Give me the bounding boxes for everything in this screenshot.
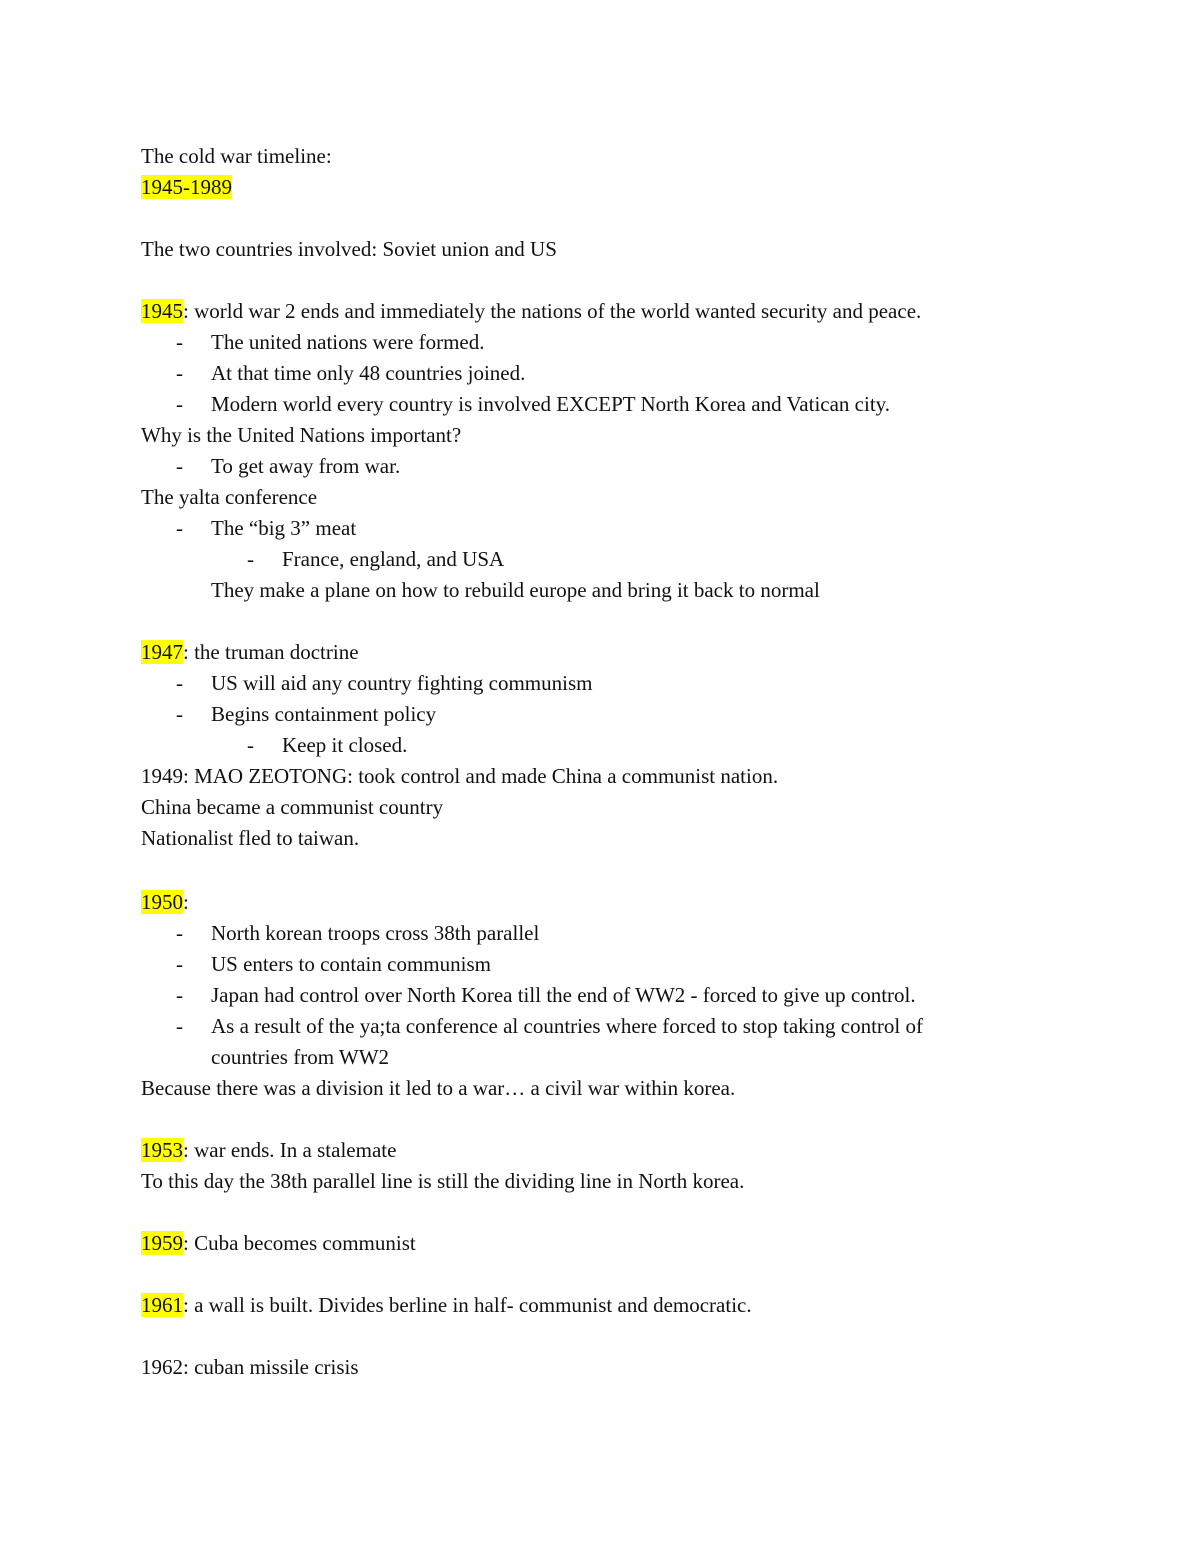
- year-1945: 1945: [141, 299, 183, 323]
- bullet-dash: -: [176, 516, 183, 540]
- bullet-dash: -: [176, 702, 183, 726]
- event-1949-line3: Nationalist fled to taiwan.: [141, 826, 360, 850]
- event-1949-line2: China became a communist country: [141, 795, 444, 819]
- bullet-dash: -: [176, 671, 183, 695]
- timeline-span: [141, 174, 232, 200]
- bullet-1945-2: At that time only 48 countries joined.: [211, 361, 526, 385]
- bullet-1947-2-sub: Keep it closed.: [282, 733, 408, 757]
- event-1953-text: : war ends. In a stalemate: [183, 1138, 397, 1162]
- un-question: Why is the United Nations important?: [141, 423, 462, 447]
- event-1953-note: To this day the 38th parallel line is still the dividing line in North korea.: [141, 1169, 745, 1193]
- bullet-1950-4-cont: countries from WW2: [211, 1045, 390, 1069]
- yalta-heading: The yalta conference: [141, 485, 318, 509]
- bullet-dash: -: [176, 952, 183, 976]
- bullet-dash: -: [176, 330, 183, 354]
- yalta-bullet: The “big 3” meat: [211, 516, 357, 540]
- bullet-dash: -: [247, 733, 254, 757]
- event-1945: [141, 298, 921, 324]
- bullet-dash: -: [176, 361, 183, 385]
- event-1947: [141, 639, 359, 665]
- event-1947-text: : the truman doctrine: [183, 640, 359, 664]
- event-1953: [141, 1137, 396, 1163]
- bullet-dash: -: [247, 547, 254, 571]
- bullet-1945-1: The united nations were formed.: [211, 330, 485, 354]
- year-1947: 1947: [141, 640, 183, 664]
- bullet-dash: -: [176, 1014, 183, 1038]
- event-1949: 1949: MAO ZEOTONG: took control and made China a communist nation.: [141, 764, 779, 788]
- bullet-1945-3: Modern world every country is involved EXCEPT North Korea and Vatican city.: [211, 392, 891, 416]
- countries-line: The two countries involved: Soviet union and US: [141, 237, 557, 261]
- highlight-span: 1945-1989: [141, 175, 232, 199]
- event-1945-text: : world war 2 ends and immediately the nations of the world wanted security and peace.: [183, 299, 922, 323]
- bullet-1950-2: US enters to contain communism: [211, 952, 491, 976]
- doc-title: The cold war timeline:: [141, 144, 332, 168]
- year-1961: 1961: [141, 1293, 183, 1317]
- bullet-dash: -: [176, 983, 183, 1007]
- year-1953: 1953: [141, 1138, 183, 1162]
- bullet-1947-2: Begins containment policy: [211, 702, 437, 726]
- bullet-dash: -: [176, 921, 183, 945]
- year-1959: 1959: [141, 1231, 183, 1255]
- event-1961-text: : a wall is built. Divides berline in half- communist and democratic.: [183, 1293, 752, 1317]
- bullet-1947-1: US will aid any country fighting communism: [211, 671, 593, 695]
- un-answer: To get away from war.: [211, 454, 401, 478]
- bullet-dash: -: [176, 454, 183, 478]
- bullet-dash: -: [176, 392, 183, 416]
- bullet-1950-3: Japan had control over North Korea till the end of WW2 - forced to give up control.: [211, 983, 916, 1007]
- event-1950-text: :: [183, 890, 189, 914]
- event-1959: [141, 1230, 416, 1256]
- event-1950-note: Because there was a division it led to a war… a civil war within korea.: [141, 1076, 736, 1100]
- event-1961: [141, 1292, 752, 1318]
- bullet-1950-4: As a result of the ya;ta conference al countries where forced to stop taking control of: [211, 1014, 923, 1038]
- yalta-sub-bullet: France, england, and USA: [282, 547, 505, 571]
- event-1959-text: : Cuba becomes communist: [183, 1231, 416, 1255]
- event-1962: 1962: cuban missile crisis: [141, 1355, 359, 1379]
- event-1950: [141, 889, 189, 915]
- bullet-1950-1: North korean troops cross 38th parallel: [211, 921, 540, 945]
- yalta-note: They make a plane on how to rebuild europe and bring it back to normal: [211, 578, 820, 602]
- year-1950: 1950: [141, 890, 183, 914]
